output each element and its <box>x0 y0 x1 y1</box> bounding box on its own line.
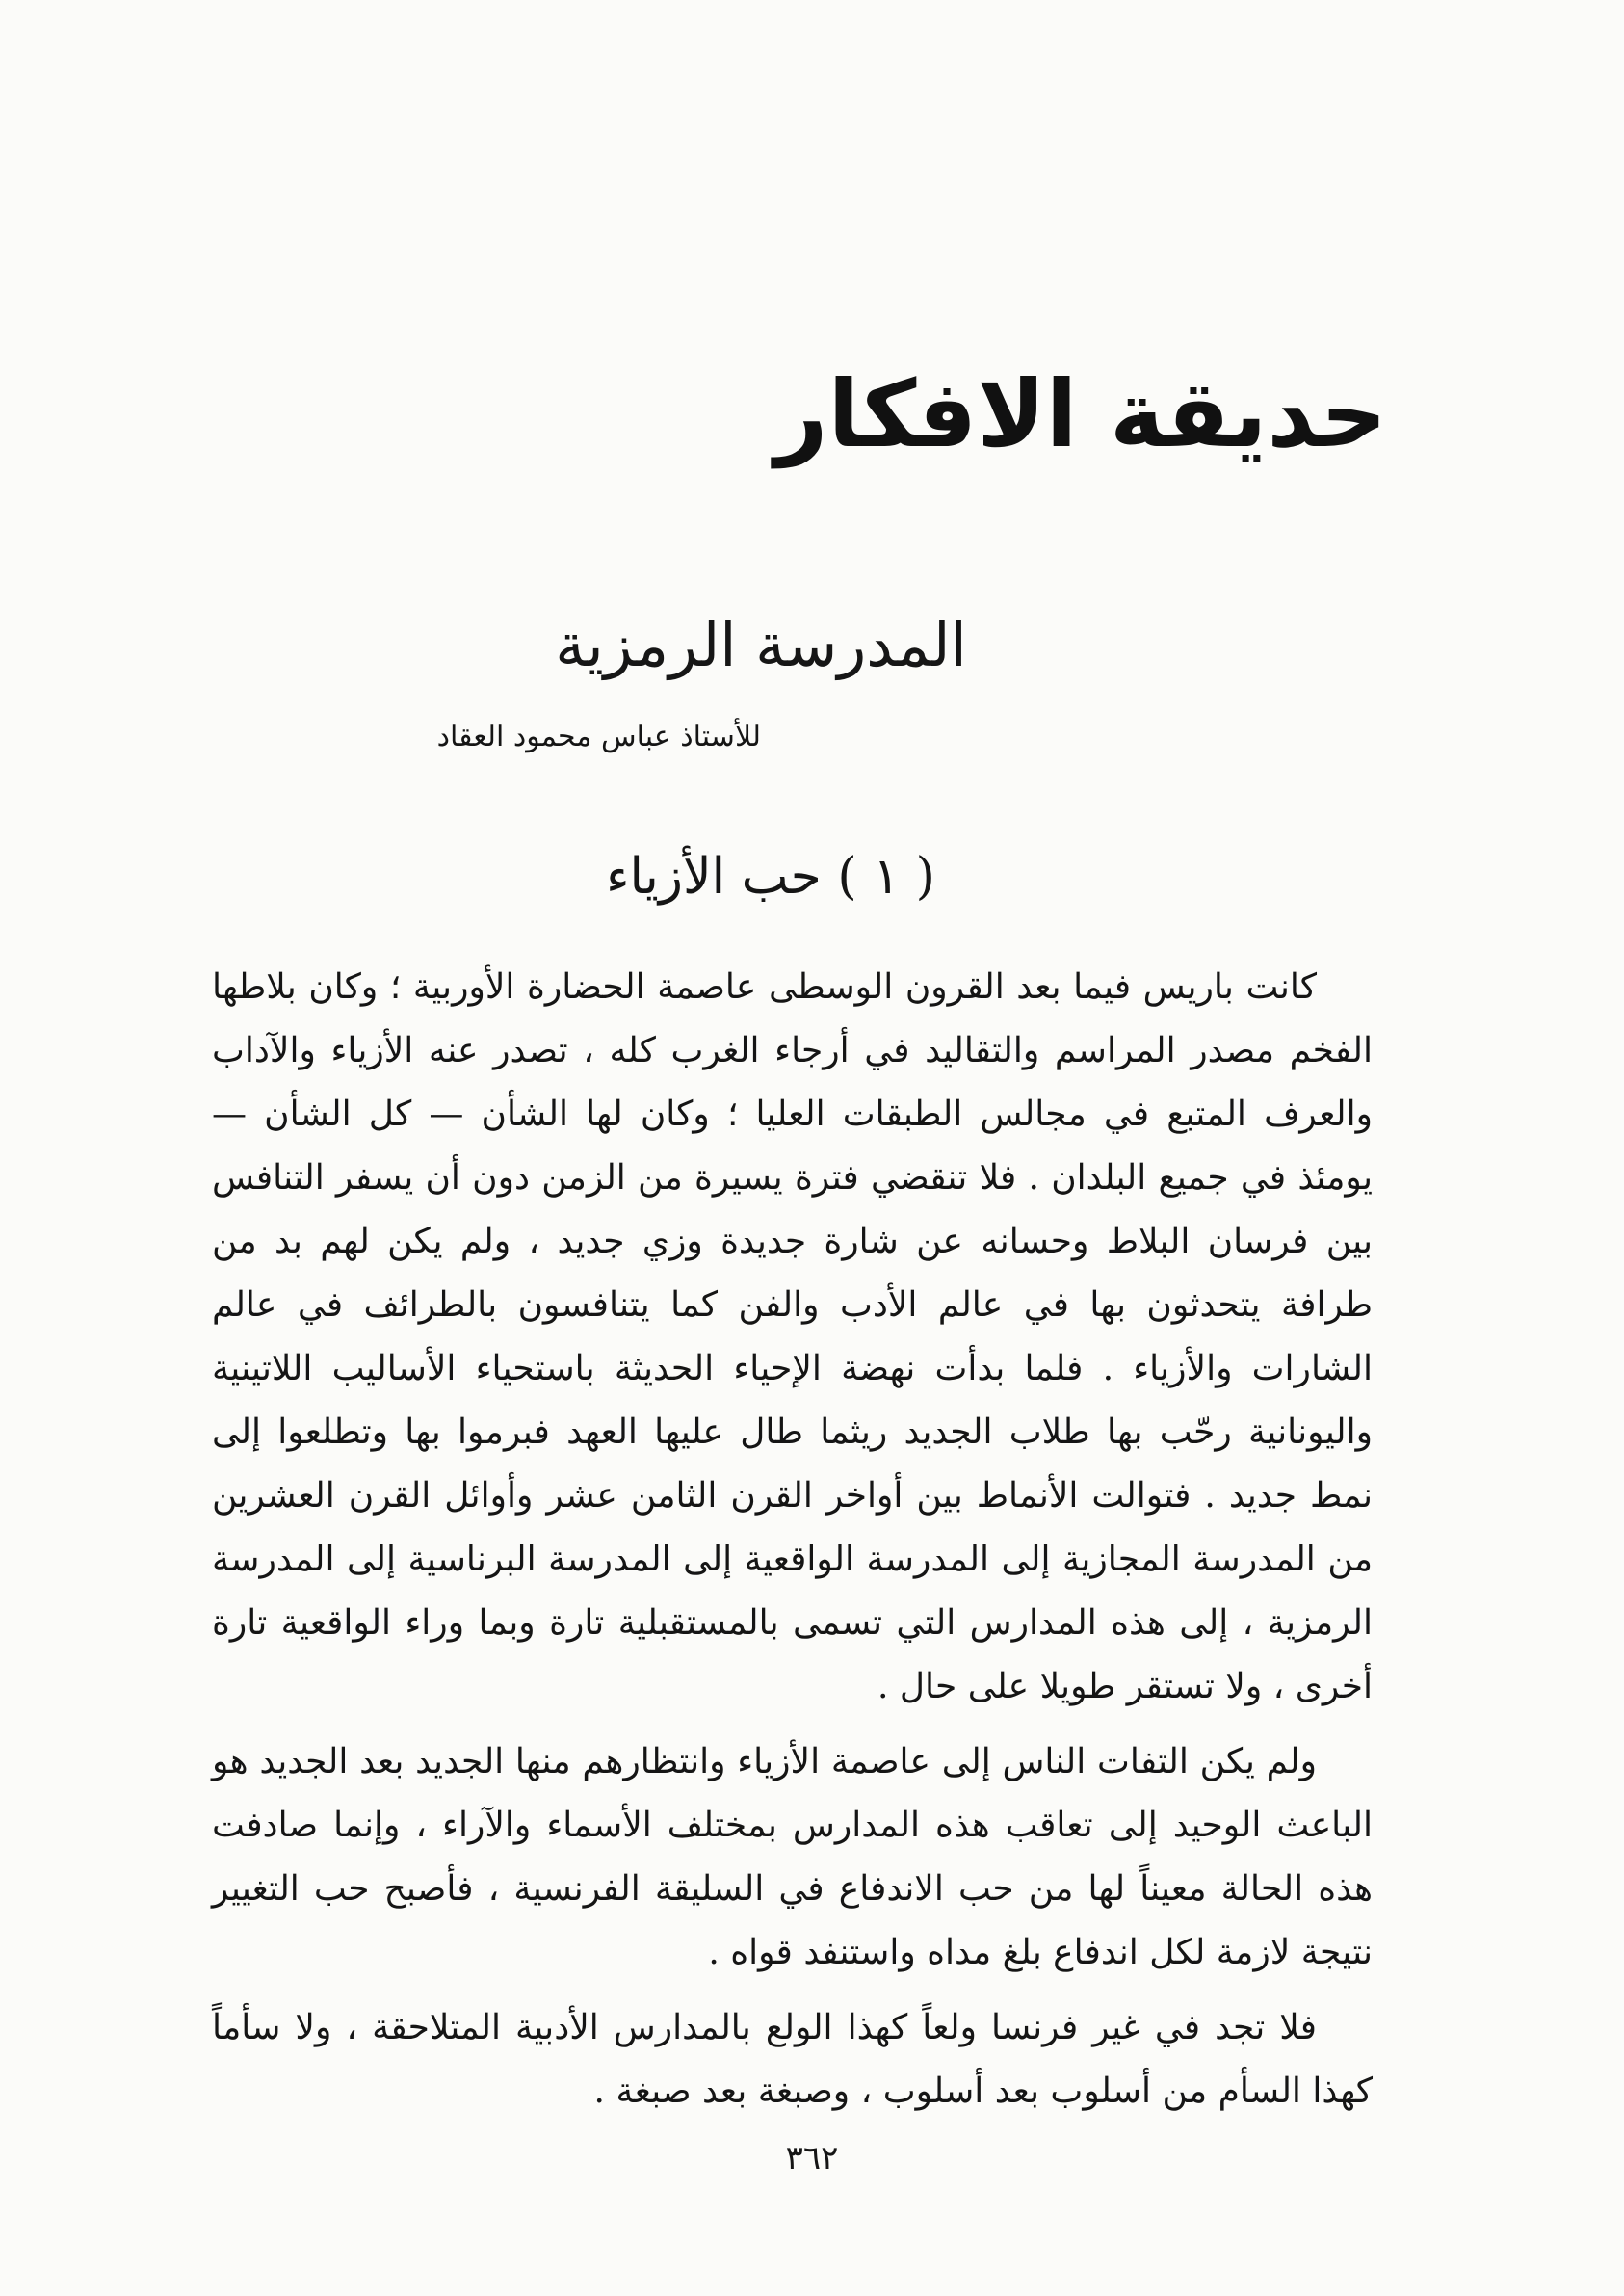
paragraph: كانت باريس فيما بعد القرون الوسطى عاصمة الحضارة الأوربية ؛ وكان بلاطها الفخم مصدر المراسم والتقاليد في أرجاء الغرب كله ، تصدر عنه الأزياء والآداب والعرف المتبع في مجالس الطبقات العليا ؛ وكان لها الشأن — كل الشأن — يومئذ في جميع البلدان . فلا تنقضي فترة يسيرة من الزمن دون أن يسفر التنافس بين فرسان البلاط وحسانه عن شارة جديدة وزي جديد ، ولم يكن لهم بد من طرافة يتحدثون بها في عالم الأدب والفن كما يتنافسون بالطرائف في عالم الشارات والأزياء . فلما بدأت نهضة الإحياء الحديثة باستحياء الأساليب اللاتينية واليونانية رحّب بها طلاب الجديد ريثما طال عليها العهد فبرموا بها وتطلعوا إلى نمط جديد . فتوالت الأنماط بين أواخر القرن الثامن عشر وأوائل القرن العشرين من المدرسة المجازية إلى المدرسة الواقعية إلى المدرسة البرناسية إلى المدرسة الرمزية ، إلى هذه المدارس التي تسمى بالمستقبلية تارة وبما وراء الواقعية تارة أخرى ، ولا تستقر طويلا على حال . <box>212 967 1373 1706</box>
article-subtitle: ( ١ ) حب الأزياء <box>606 848 935 906</box>
article-title: المدرسة الرمزية <box>555 610 967 680</box>
section-header: حديقة الافكار <box>774 360 1387 468</box>
page-number: ٣٦٢ <box>785 2139 839 2177</box>
article-body <box>212 956 1373 2135</box>
author-byline: للأستاذ عباس محمود العقاد <box>436 720 761 753</box>
paragraph: ولم يكن التفات الناس إلى عاصمة الأزياء وانتظارهم منها الجديد بعد الجديد هو الباعث الوحيد إلى تعاقب هذه المدارس بمختلف الأسماء والآراء ، وإنما صادفت هذه الحالة معيناً لها من حب الاندفاع في السليقة الفرنسية ، فأصبح حب التغيير نتيجة لازمة لكل اندفاع بلغ مداه واستنفد قواه . <box>212 1742 1373 1972</box>
paragraph: فلا تجد في غير فرنسا ولعاً كهذا الولع بالمدارس الأدبية المتلاحقة ، ولا سأماً كهذا السأم من أسلوب بعد أسلوب ، وصبغة بعد صبغة . <box>212 2008 1373 2111</box>
